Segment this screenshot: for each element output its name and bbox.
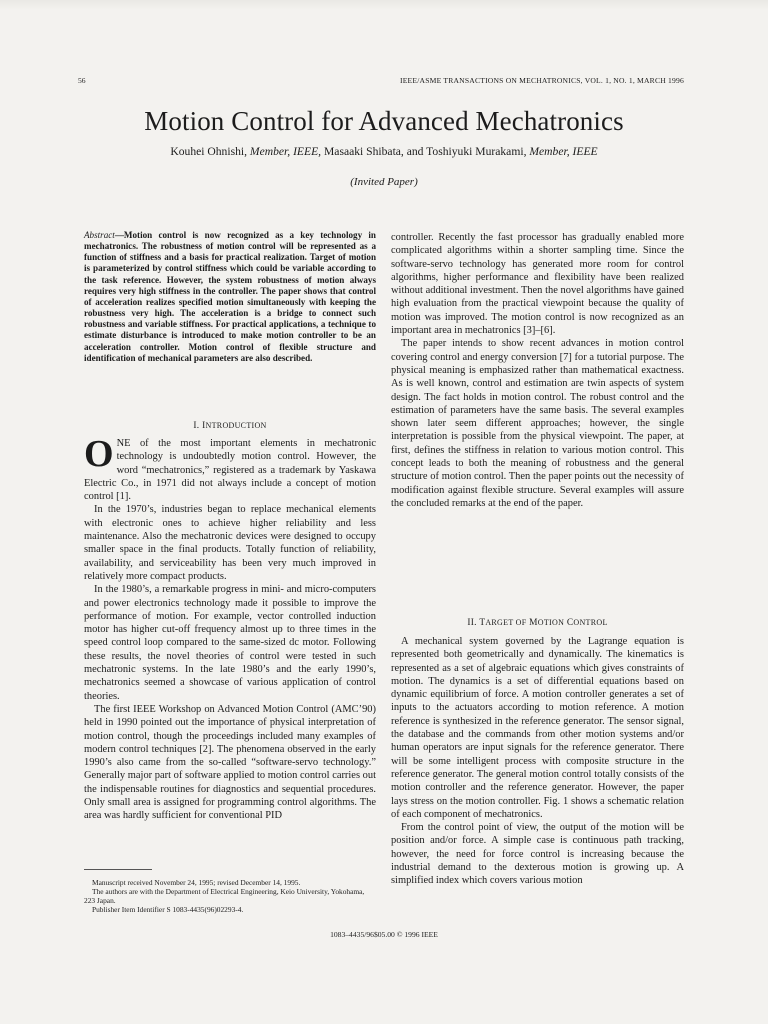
drop-cap: O [84, 433, 114, 475]
intro-paragraph-1: ONE of the most important elements in mechatronic technology is undoubtedly motion control. However, the word “mechatronics,” registered as a trademark by Yaskawa Electric Co., in 1971 did not always include a concept of motion control [1]. [84, 433, 376, 503]
sec2-paragraph-1: A mechanical system governed by the Lagrange equation is represented both geometrically and dynamically. The kinematics is represented as a set of algebraic equations which gives constraints of motion. The dynamics is a set of differential equations based on dynamic equilibrium of force. A motion controller generates a set of inputs to the actuators according to motion reference. A motion reference is synthesized in the reference generator. The sensor signal, the database and the commands from other motion systems and/or human operators are input signals for the reference generator. There will be some intelligent process with composite structure in the reference generator. The general motion control totally consists of the motion controller and the reference generator. However, the paper lays stress on the motion controller. Fig. 1 shows a schematic relation of each component of mechatronics. [391, 636, 684, 820]
intro-paragraph-2: In the 1970’s, industries began to replace mechanical elements with electronic ones to achieve higher reliability and less maintenance. Also the mechatronic devices were designed to occupy smaller space in the final products. Totally function of reliability, availability, and serviceability has been very much improved in relatively more compact products. [84, 504, 376, 582]
author-line [0, 145, 768, 158]
paper-title: Motion Control for Advanced Mechatronics [144, 106, 624, 136]
section-heading-introduction: I. INTRODUCTION [193, 421, 267, 431]
intro-paragraph-4: The first IEEE Workshop on Advanced Motion Control (AMC’90) held in 1990 pointed out the importance of physical interpretation of motion control, though the proceedings included many examples of modern control techniques [2]. The phenomena observed in the early 1990’s also came from the so-called “software-servo technology.” Generally major part of software applied to motion control carries out the indispensable routines for diagnostics and sequential procedures. Only small area is assigned for programming control algorithms. The area was hardly sufficient for conventional PID [84, 703, 376, 822]
sec2-paragraph-2: From the control point of view, the output of the motion will be position and/or force. A simple case is continuous path tracking, however, the need for force control is increasing because the industrial demand to the dexterous motion is growing up. A simplified index which covers various motion [391, 822, 684, 887]
footnote-rule [84, 869, 152, 870]
footnotes [84, 878, 376, 914]
scan-edge [0, 0, 768, 10]
invited-note: (Invited Paper) [350, 176, 418, 188]
abstract [84, 230, 376, 364]
right-paragraph-1: controller. Recently the fast processor has gradually enabled more complicated algorithms within a shorter sampling time. Since the software-servo technology has generated more room for control algorithms, higher performance and flexibility have been realized without additional investment. Then the novel algorithms have gained high evaluation from the practical viewpoint because the quality of motion was improved. The motion control is now recognized as an important area in mechatronics [3]–[6]. [391, 232, 684, 337]
section-heading-target-of-motion-control: II. TARGET OF MOTION CONTROL [467, 618, 608, 628]
introduction-body [84, 433, 376, 823]
copyright-line: 1083–4435/96$05.00 © 1996 IEEE [330, 930, 438, 939]
page-number: 56 [78, 76, 86, 85]
footnote-affiliation: The authors are with the Department of Electrical Engineering, Keio University, Yokohama, 223 Japan. [84, 887, 365, 906]
footnote-received: Manuscript received November 24, 1995; revised December 14, 1995. [92, 878, 301, 887]
journal-name: IEEE/ASME TRANSACTIONS ON MECHATRONICS, VOL. 1, NO. 1, MARCH 1996 [399, 76, 684, 85]
right-column-top [391, 231, 684, 510]
author-3-role: Member, IEEE [529, 145, 598, 158]
author-1-role: Member, IEEE, [249, 145, 322, 158]
section-2-body [391, 635, 684, 888]
abstract-text: —Motion control is now recognized as a key technology in mechatronics. The robustness of motion control will be represented as a function of stiffness and a basis for practical realization. Target of motion is parameterized by control stiffness which could be variable according to the task reference. However, the system robustness of motion always requires very high stiffness in the controller. The paper shows that control of acceleration realizes specified motion simultaneously with keeping the robustness very high. The acceleration is a bridge to connect such robustness and variable stiffness. For practical applications, a technique to estimate disturbance is introduced to make motion controller to be an acceleration controller. Motion control of flexible structure and identification of mechanical parameters are also described. [84, 230, 376, 363]
author-1: Kouhei Ohnishi, [170, 145, 248, 158]
running-header [78, 76, 684, 90]
footnote-identifier: Publisher Item Identifier S 1083-4435(96)02293-4. [92, 905, 244, 915]
right-paragraph-2: The paper intends to show recent advances in motion control covering control and energy conversion [7] for a tutorial purpose. The physical meaning is emphasized rather than mathematical exactness. As is well known, control and estimation are twin aspects of system design. The fact holds in motion control. The robust control and the estimation of parameters have the same basis. The several examples shown later seem different approaches; however, the single interpretation is possible from the physical viewpoint. The paper, at first, defines the stiffness in relation to various motion control. This concept leads to both the meaning of robustness and the general structure of motion control. Then the paper points out the necessity of modification against flexible structure. Several examples will assure the concluded remarks at the end of the paper. [391, 338, 684, 509]
author-2-3: Masaaki Shibata, and Toshiyuki Murakami, [323, 145, 527, 158]
abstract-lead: Abstract [84, 230, 115, 240]
intro-paragraph-3: In the 1980’s, a remarkable progress in mini- and micro-computers and power electronics technology made it possible to improve the performance of motion. For example, vector controlled induction motor has higher cut-off frequency almost up to three times in the speed control loop compared to the same-sized dc motor. Following these results, the novel theories of control were tested in such mechatronic systems. In the late 1980’s and the early 1990’s, mechatronics seemed a showcase of various application of control theories. [84, 584, 376, 702]
